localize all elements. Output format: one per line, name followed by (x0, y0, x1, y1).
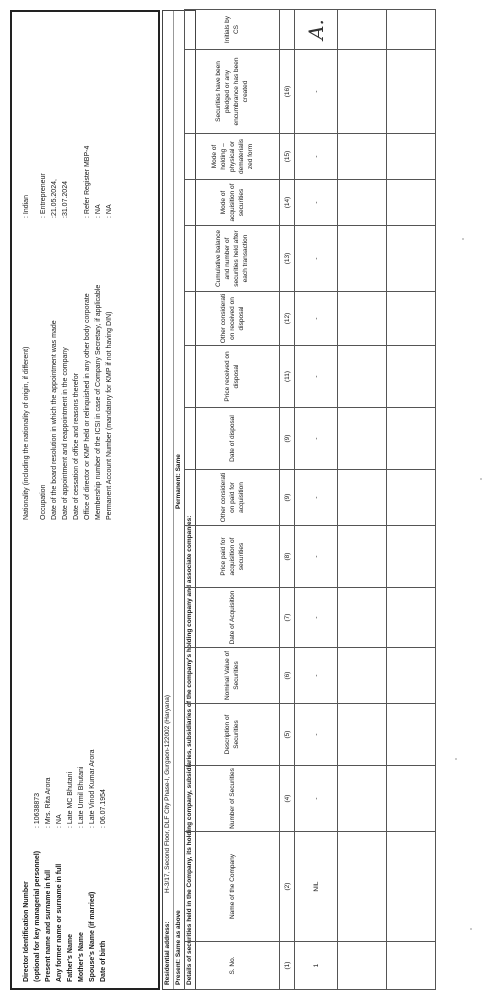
table-cell: - (295, 588, 338, 648)
father-name-value: : Late MC Bhutani (67, 771, 74, 828)
table-cell (338, 134, 387, 180)
scan-speck (470, 928, 472, 930)
table-cell: - (295, 226, 338, 292)
nationality-label: Nationality (including the nationality of origin, if different) (23, 346, 30, 520)
spouse-name-value: : Late Vinod Kumar Arora (89, 749, 96, 828)
column-number: (9) (280, 408, 295, 470)
table-cell: - (295, 292, 338, 346)
header-cell: Name of the Company (185, 832, 280, 942)
column-number: (16) (280, 50, 295, 134)
column-number: (13) (280, 226, 295, 292)
table-row (387, 10, 436, 990)
table-cell (387, 408, 436, 470)
board-resolution-label: Date of the board resolution in which the appointment was made (51, 320, 58, 520)
table-cell (387, 526, 436, 588)
table-cell (387, 766, 436, 832)
header-cell: Securities have been pledged or any encumbrance has been created (185, 50, 280, 134)
table-cell (387, 470, 436, 526)
din-optional-label: (optional for key managerial personnel) (34, 850, 41, 982)
table-cell (387, 180, 436, 226)
serial-number-cell: 1 (295, 942, 338, 990)
column-number: (4) (280, 766, 295, 832)
table-cell: - (295, 180, 338, 226)
former-name-label: Any former name or surname in full (56, 863, 63, 982)
header-cell: Price received on disposal (185, 346, 280, 408)
header-cell: Cumulative balance and number of securities held after each transaction (185, 226, 280, 292)
table-cell (338, 292, 387, 346)
column-number: (9) (280, 470, 295, 526)
table-cell (338, 704, 387, 766)
table-cell (338, 50, 387, 134)
company-name-cell: NIL (295, 832, 338, 942)
column-number: (6) (280, 648, 295, 704)
mother-name-value: : Late Urmil Bhutani (78, 766, 85, 828)
column-number: (5) (280, 704, 295, 766)
table-cell (387, 346, 436, 408)
header-cell: Mode of holding – physical or dematerialis zed form (185, 134, 280, 180)
dob-value: : 06.07.1954 (100, 789, 107, 828)
din-label: Director Identification Number (23, 881, 30, 982)
table-cell: - (295, 704, 338, 766)
dob-label: Date of birth (100, 940, 107, 982)
scan-speck (480, 478, 482, 480)
header-cell: Other considerati on received on disposal (185, 292, 280, 346)
column-number: (8) (280, 526, 295, 588)
table-cell (338, 832, 387, 942)
table-row (338, 10, 387, 990)
table-cell: - (295, 346, 338, 408)
din-value: : 10638873 (34, 792, 41, 828)
column-number: (7) (280, 588, 295, 648)
other-office-value: : Refer Register MBP-4 (84, 145, 91, 218)
appointment-date-value: :31.07.2024 (62, 181, 69, 218)
column-number: (11) (280, 346, 295, 408)
table-cell (338, 942, 387, 990)
table-cell: - (295, 134, 338, 180)
table-cell (338, 408, 387, 470)
table-cell: - (295, 408, 338, 470)
table-cell: - (295, 766, 338, 832)
pan-label: Permanent Account Number (mandatory for KMP if not having DIN) (106, 311, 113, 520)
appointment-date-label: Date of appointment and reappointment in the company (62, 347, 69, 520)
table-cell (387, 226, 436, 292)
table-cell (338, 526, 387, 588)
icsi-membership-label: Membership number of the ICSI in case of Company Secretary, if applicable (95, 284, 102, 520)
table-cell (338, 346, 387, 408)
scan-speck (462, 238, 464, 240)
board-resolution-value: :21.05.2024, (51, 179, 58, 218)
nationality-value: : Indian (23, 195, 30, 218)
table-cell: - (295, 526, 338, 588)
header-cell: Number of Securities (185, 766, 280, 832)
director-info-box (10, 10, 160, 990)
table-cell: - (295, 50, 338, 134)
header-cell: Date of disposal (185, 408, 280, 470)
table-header-row (185, 10, 280, 990)
spouse-name-label: Spouse's Name (if married) (89, 891, 96, 982)
securities-table (184, 9, 436, 990)
table-cell (387, 942, 436, 990)
icsi-membership-value: : NA (95, 204, 102, 218)
table-cell (387, 50, 436, 134)
table-cell (387, 292, 436, 346)
present-name-value: : Mrs. Rita Arora (45, 777, 52, 828)
header-cell: Other considerati on paid for acquisition (185, 470, 280, 526)
securities-details-heading: Details of securities held in the Company, its holding company, subsidiaries, subsidiaries of the company's holding company and associate companies: (186, 515, 193, 985)
table-cell (338, 588, 387, 648)
permanent-address: Permanent: Same (175, 454, 182, 509)
column-number-row (280, 10, 295, 990)
table-cell (387, 704, 436, 766)
table-cell (338, 10, 387, 50)
table-cell (387, 134, 436, 180)
header-cell: Price paid for acquisition of securities (185, 526, 280, 588)
table-cell (338, 226, 387, 292)
header-cell: Initials by CS (185, 10, 280, 50)
present-permanent-row (174, 11, 184, 989)
table-cell (338, 648, 387, 704)
table-cell (338, 766, 387, 832)
table-row (295, 10, 338, 990)
header-cell: Nominal Value of Securities (185, 648, 280, 704)
column-number: (15) (280, 134, 295, 180)
column-number: (12) (280, 292, 295, 346)
cs-initials-signature: A. (295, 10, 338, 50)
father-name-label: Father's Name (67, 934, 74, 982)
table-cell: - (295, 470, 338, 526)
header-cell: Date of Acquisition (185, 588, 280, 648)
other-office-label: Office of director or KMP held or relinquished in any other body corporate (84, 293, 91, 520)
table-cell (387, 10, 436, 50)
occupation-label: Occupation (40, 484, 47, 520)
header-cell: S. No. (185, 942, 280, 990)
present-address: Present: Same as above (175, 910, 182, 985)
table-cell (387, 588, 436, 648)
mother-name-label: Mother's Name (78, 932, 85, 982)
scan-speck (455, 758, 457, 760)
former-name-value: : NA (56, 814, 63, 828)
column-number: (2) (280, 832, 295, 942)
table-cell (387, 648, 436, 704)
pan-value: : NA (106, 204, 113, 218)
header-cell: Description of Securities (185, 704, 280, 766)
residential-address-value: H-3/17, Second Floor, DLF City Phase-I, Gurgaon-122002 (Haryana) (164, 695, 171, 893)
column-number (280, 10, 295, 50)
residential-address-label: Residential address: (164, 921, 171, 985)
header-cell: Mode of acquisition of securities (185, 180, 280, 226)
residential-address-row (163, 11, 174, 989)
table-cell: - (295, 648, 338, 704)
present-name-label: Present name and surname in full (45, 869, 52, 982)
table-cell (338, 470, 387, 526)
table-cell (387, 832, 436, 942)
column-number: (1) (280, 942, 295, 990)
occupation-value: : Entrepreneur (40, 173, 47, 218)
column-number: (14) (280, 180, 295, 226)
table-cell (338, 180, 387, 226)
cessation-label: Date of cessation of office and reasons therefor (73, 373, 80, 520)
